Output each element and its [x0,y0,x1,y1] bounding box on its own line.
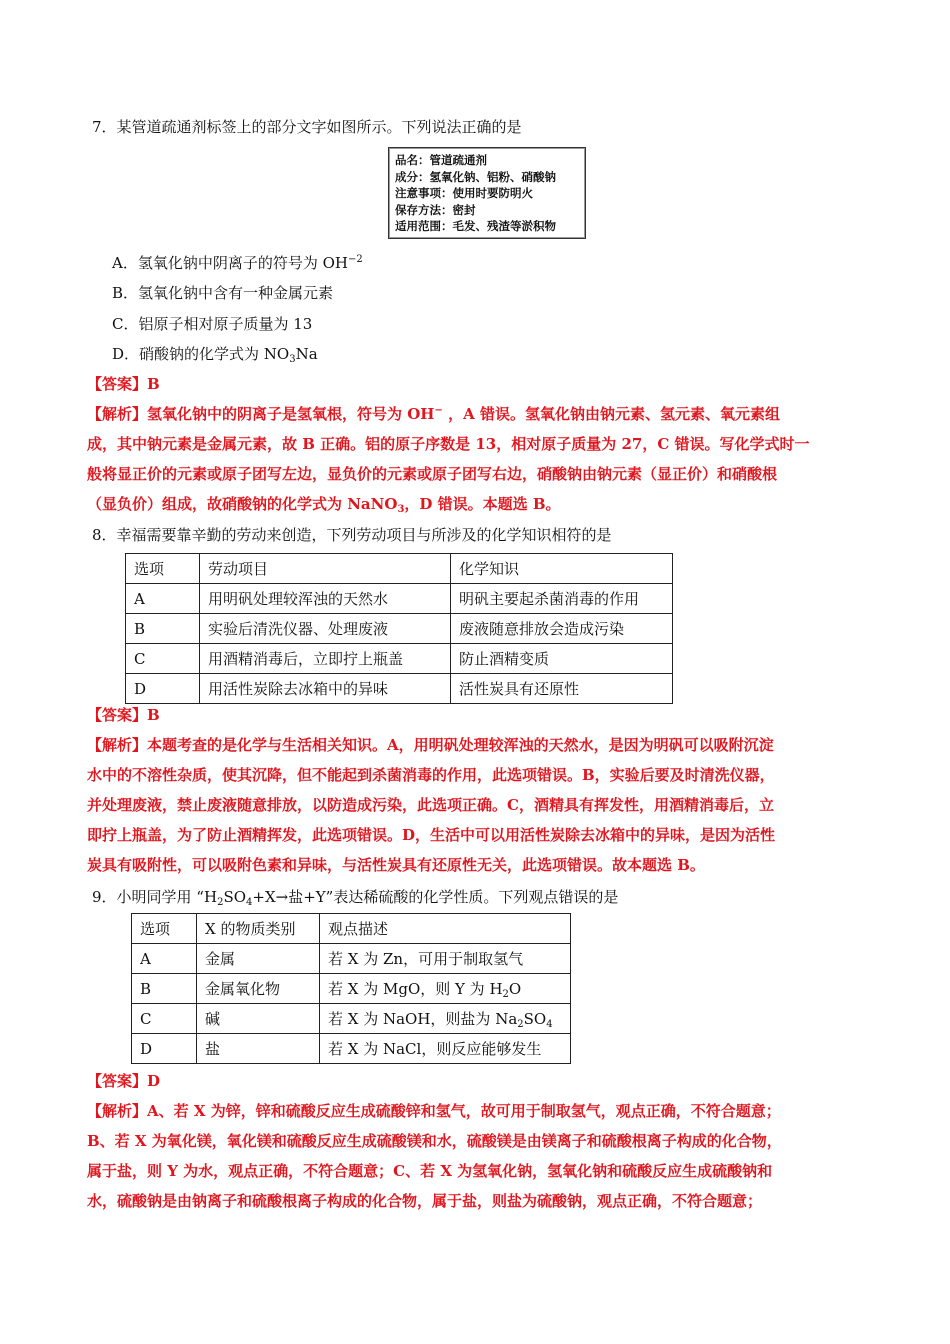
q7-explanation: 【解析】氢氧化钠中的阴离子是氢氧根，符号为 OH− ，A 错误。氢氧化钠由钠元素、氢元素、氧元素组 成，其中钠元素是金属元素，故 B 正确。铝的原子序数是 13，相对原子质量为 27，C 错误。写化学式时一 般将显正价的元素或原子团写左边，显负价的元素或原子团写右边，硝酸钠由钠元素（显正价）和硝酸根 （显负价）组成，故硝酸钠的化学式为 NaNO$_3$，D 错误。本题选 B。 [87,405,810,515]
q7-answer: 【答案】B [87,375,160,393]
cell: 碱 [197,1004,320,1034]
cell: B [132,974,197,1004]
table-header-row [126,554,673,584]
q9-explanation: 【解析】A、若 X 为锌，锌和硫酸反应生成硫酸锌和氢气，故可用于制取氢气，观点正确，不符合题意； B、若 X 为氧化镁，氧化镁和硫酸反应生成硫酸镁和水，硫酸镁是由镁离子和硫酸根离子构成的化合物， 属于盐，则 Y 为水，观点正确，不符合题意；C、若 X 为氢氧化钠，氢氧化钠和硫酸反应生成硫酸钠和 水，硫酸钠是由钠离子和硫酸根离子构成的化合物，属于盐，则盐为硫酸钠，观点正确，不符合题意； [87,1102,782,1210]
header-cell: 选项 [126,554,200,584]
q7-option-b: B．氢氧化钠中含有一种金属元素 [112,284,334,302]
cell: C [132,1004,197,1034]
q9-table [131,913,571,1064]
table-row [132,944,571,974]
label-line: 成分：氢氧化钠、铝粉、硝酸钠 [395,169,556,184]
cell: 盐 [197,1034,320,1064]
q7-option-a: A．氢氧化钠中阴离子的符号为 $OH^{-2}$ [112,254,363,272]
cell: 金属氧化物 [197,974,320,1004]
header-cell: 选项 [132,914,197,944]
table-row [126,614,673,644]
product-label [388,147,586,239]
header-cell: 化学知识 [451,554,673,584]
cell: 活性炭具有还原性 [451,674,673,704]
cell: 实验后清洗仪器、处理废液 [200,614,451,644]
q8-answer: 【答案】B [87,706,160,724]
cell: 若 X 为 NaCl，则反应能够发生 [320,1034,571,1064]
cell: D [132,1034,197,1064]
q8-stem: 8．幸福需要靠辛勤的劳动来创造，下列劳动项目与所涉及的化学知识相符的是 [92,526,612,544]
table-row [132,1004,571,1034]
header-cell: X 的物质类别 [197,914,320,944]
cell: 金属 [197,944,320,974]
cell: 废液随意排放会造成污染 [451,614,673,644]
q8-table [125,553,673,704]
table-header-row [132,914,571,944]
q8-explanation: 【解析】本题考查的是化学与生活相关知识。A，用明矾处理较浑浊的天然水，是因为明矾可以吸附沉淀 水中的不溶性杂质，使其沉降，但不能起到杀菌消毒的作用，此选项错误。B，实验后要及时清洗仪器， 并处理废液，禁止废液随意排放，以防造成污染，此选项正确。C，酒精具有挥发性，用酒精消毒后，立 即拧上瓶盖，为了防止酒精挥发，此选项错误。D，生活中可以用活性炭除去冰箱中的异味，是因为活性 炭具有吸附性，可以吸附色素和异味，与活性炭具有还原性无关，此选项错误。故本题选 B。 [87,736,776,874]
cell: A [132,944,197,974]
q9-answer: 【答案】D [87,1072,161,1090]
q7-stem: 7．某管道疏通剂标签上的部分文字如图所示。下列说法正确的是 [92,118,522,136]
cell: C [126,644,200,674]
cell: 若 X 为 MgO，则 Y 为 $H_2O$ [320,974,571,1004]
q7-option-c: C．铝原子相对原子质量为 13 [112,315,313,333]
table-row [126,584,673,614]
q9-stem: 9．小明同学用 “$H_2SO_4+X\to$盐+Y”表达稀硫酸的化学性质。下列观点错误的是 [92,888,619,908]
header-cell: 观点描述 [320,914,571,944]
cell: 用酒精消毒后，立即拧上瓶盖 [200,644,451,674]
cell: A [126,584,200,614]
header-cell: 劳动项目 [200,554,451,584]
cell: 用明矾处理较浑浊的天然水 [200,584,451,614]
table-row [126,674,673,704]
table-row [132,1034,571,1064]
cell: 若 X 为 Zn，可用于制取氢气 [320,944,571,974]
q7-option-d: D．硝酸钠的化学式为 $NO_3Na$ [112,345,318,365]
cell: 若 X 为 NaOH，则盐为 $Na_2SO_4$ [320,1004,571,1034]
cell: 用活性炭除去冰箱中的异味 [200,674,451,704]
cell: D [126,674,200,704]
label-line: 保存方法：密封 [395,202,476,217]
cell: 防止酒精变质 [451,644,673,674]
table-row [126,644,673,674]
label-line: 品名：管道疏通剂 [395,153,487,167]
label-line: 适用范围：毛发、残渣等淤积物 [395,219,556,233]
table-row [132,974,571,1004]
cell: B [126,614,200,644]
cell: 明矾主要起杀菌消毒的作用 [451,584,673,614]
label-line: 注意事项：使用时要防明火 [395,186,533,200]
